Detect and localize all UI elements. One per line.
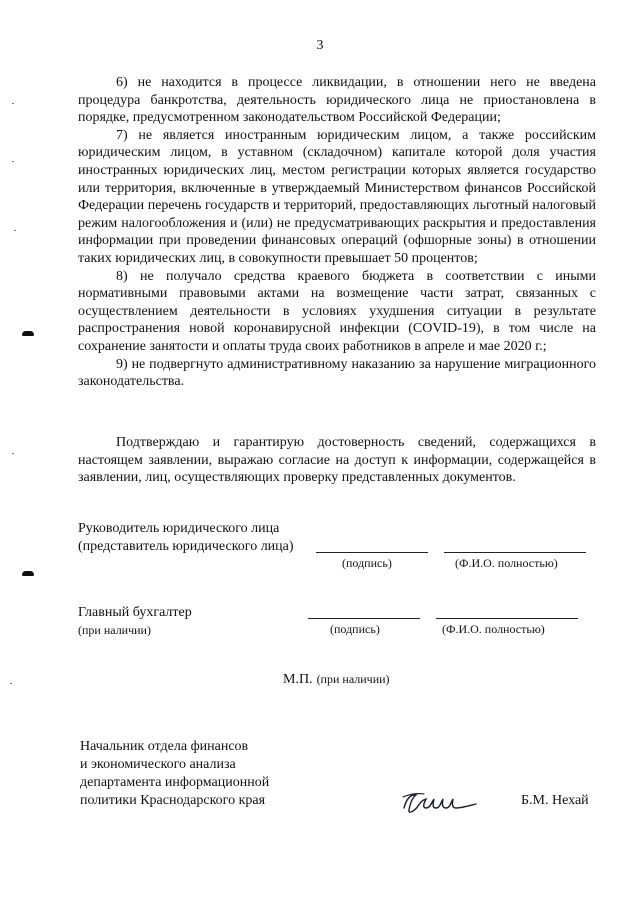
confirmation-paragraph: Подтверждаю и гарантирую достоверность сведений, содержащихся в настоящем заявлении, выражаю согласие на доступ к информации, содержащейся в заявлении, лиц, осуществляющих проверку представленных документов.: [78, 435, 596, 486]
stamp-note: (при наличии): [316, 672, 390, 686]
accountant-name-caption: (Ф.И.О. полностью): [442, 622, 545, 636]
scan-mark: [22, 331, 34, 336]
condition-item: 6) не находится в процессе ликвидации, в отношении него не введена процедура банкротства, деятельность юридического лица не приостановлена в порядке, предусмотренном законодательством Российской Федерации;: [78, 75, 596, 126]
head-title-line2: (представитель юридического лица): [78, 539, 294, 554]
signatory-position-line: политики Краснодарского края: [80, 793, 266, 808]
head-signature-caption: (подпись): [342, 556, 392, 570]
conditions-list: [78, 74, 596, 391]
signatory-position-line: и экономического анализа: [80, 757, 236, 772]
head-signature-line: [316, 552, 428, 553]
condition-item: 7) не является иностранным юридическим лицом, а также российским юридическим лицом, в уставном (складочном) капитале которой доля участия иностранных юридических лиц, местом регистрации которых является государство или территория, включенные в утверждаемый Министерством финансов Российской Федерации перечень государств и территорий, предоставляющих льготный налоговый режим налогообложения и (или) не предусматривающих раскрытия и предоставления информации при проведении финансовых операций (офшорные зоны) в отношении таких юридических лиц, в совокупности превышает 50 процентов;: [78, 127, 596, 266]
stamp-label: М.П.: [283, 672, 313, 687]
stamp-place: [283, 670, 390, 688]
condition-item: 9) не подвергнуто административному наказанию за нарушение миграционного законодательства.: [78, 356, 596, 390]
accountant-signature-line: [308, 618, 420, 619]
page-number: 3: [316, 38, 324, 53]
signatory-position-line: департамента информационной: [80, 775, 270, 790]
head-name-caption: (Ф.И.О. полностью): [455, 556, 558, 570]
scan-dot: [12, 453, 14, 454]
head-name-line: [444, 552, 586, 553]
accountant-title: Главный бухгалтер: [78, 605, 192, 620]
accountant-note: (при наличии): [78, 623, 151, 637]
scan-dot: [12, 161, 14, 162]
accountant-signature-caption: (подпись): [330, 622, 380, 636]
handwritten-signature: [400, 786, 480, 816]
signatory-name: Б.М. Нехай: [521, 793, 589, 808]
signatory-position-line: Начальник отдела финансов: [80, 739, 249, 754]
scan-mark: [22, 571, 34, 576]
scan-dot: [14, 230, 16, 231]
condition-item: 8) не получало средства краевого бюджета в соответствии с иными нормативными правовыми актами на возмещение части затрат, связанных с осуществлением деятельности в условиях ухудшения ситуации в результате распространения новой коронавирусной инфекции (COVID-19), в том числе на сохранение занятости и оплаты труда своих работников в апреле и мае 2020 г.;: [78, 268, 596, 354]
scan-dot: [12, 103, 14, 104]
scan-dot: [10, 683, 12, 684]
head-title-line1: Руководитель юридического лица: [78, 521, 280, 536]
accountant-name-line: [436, 618, 578, 619]
